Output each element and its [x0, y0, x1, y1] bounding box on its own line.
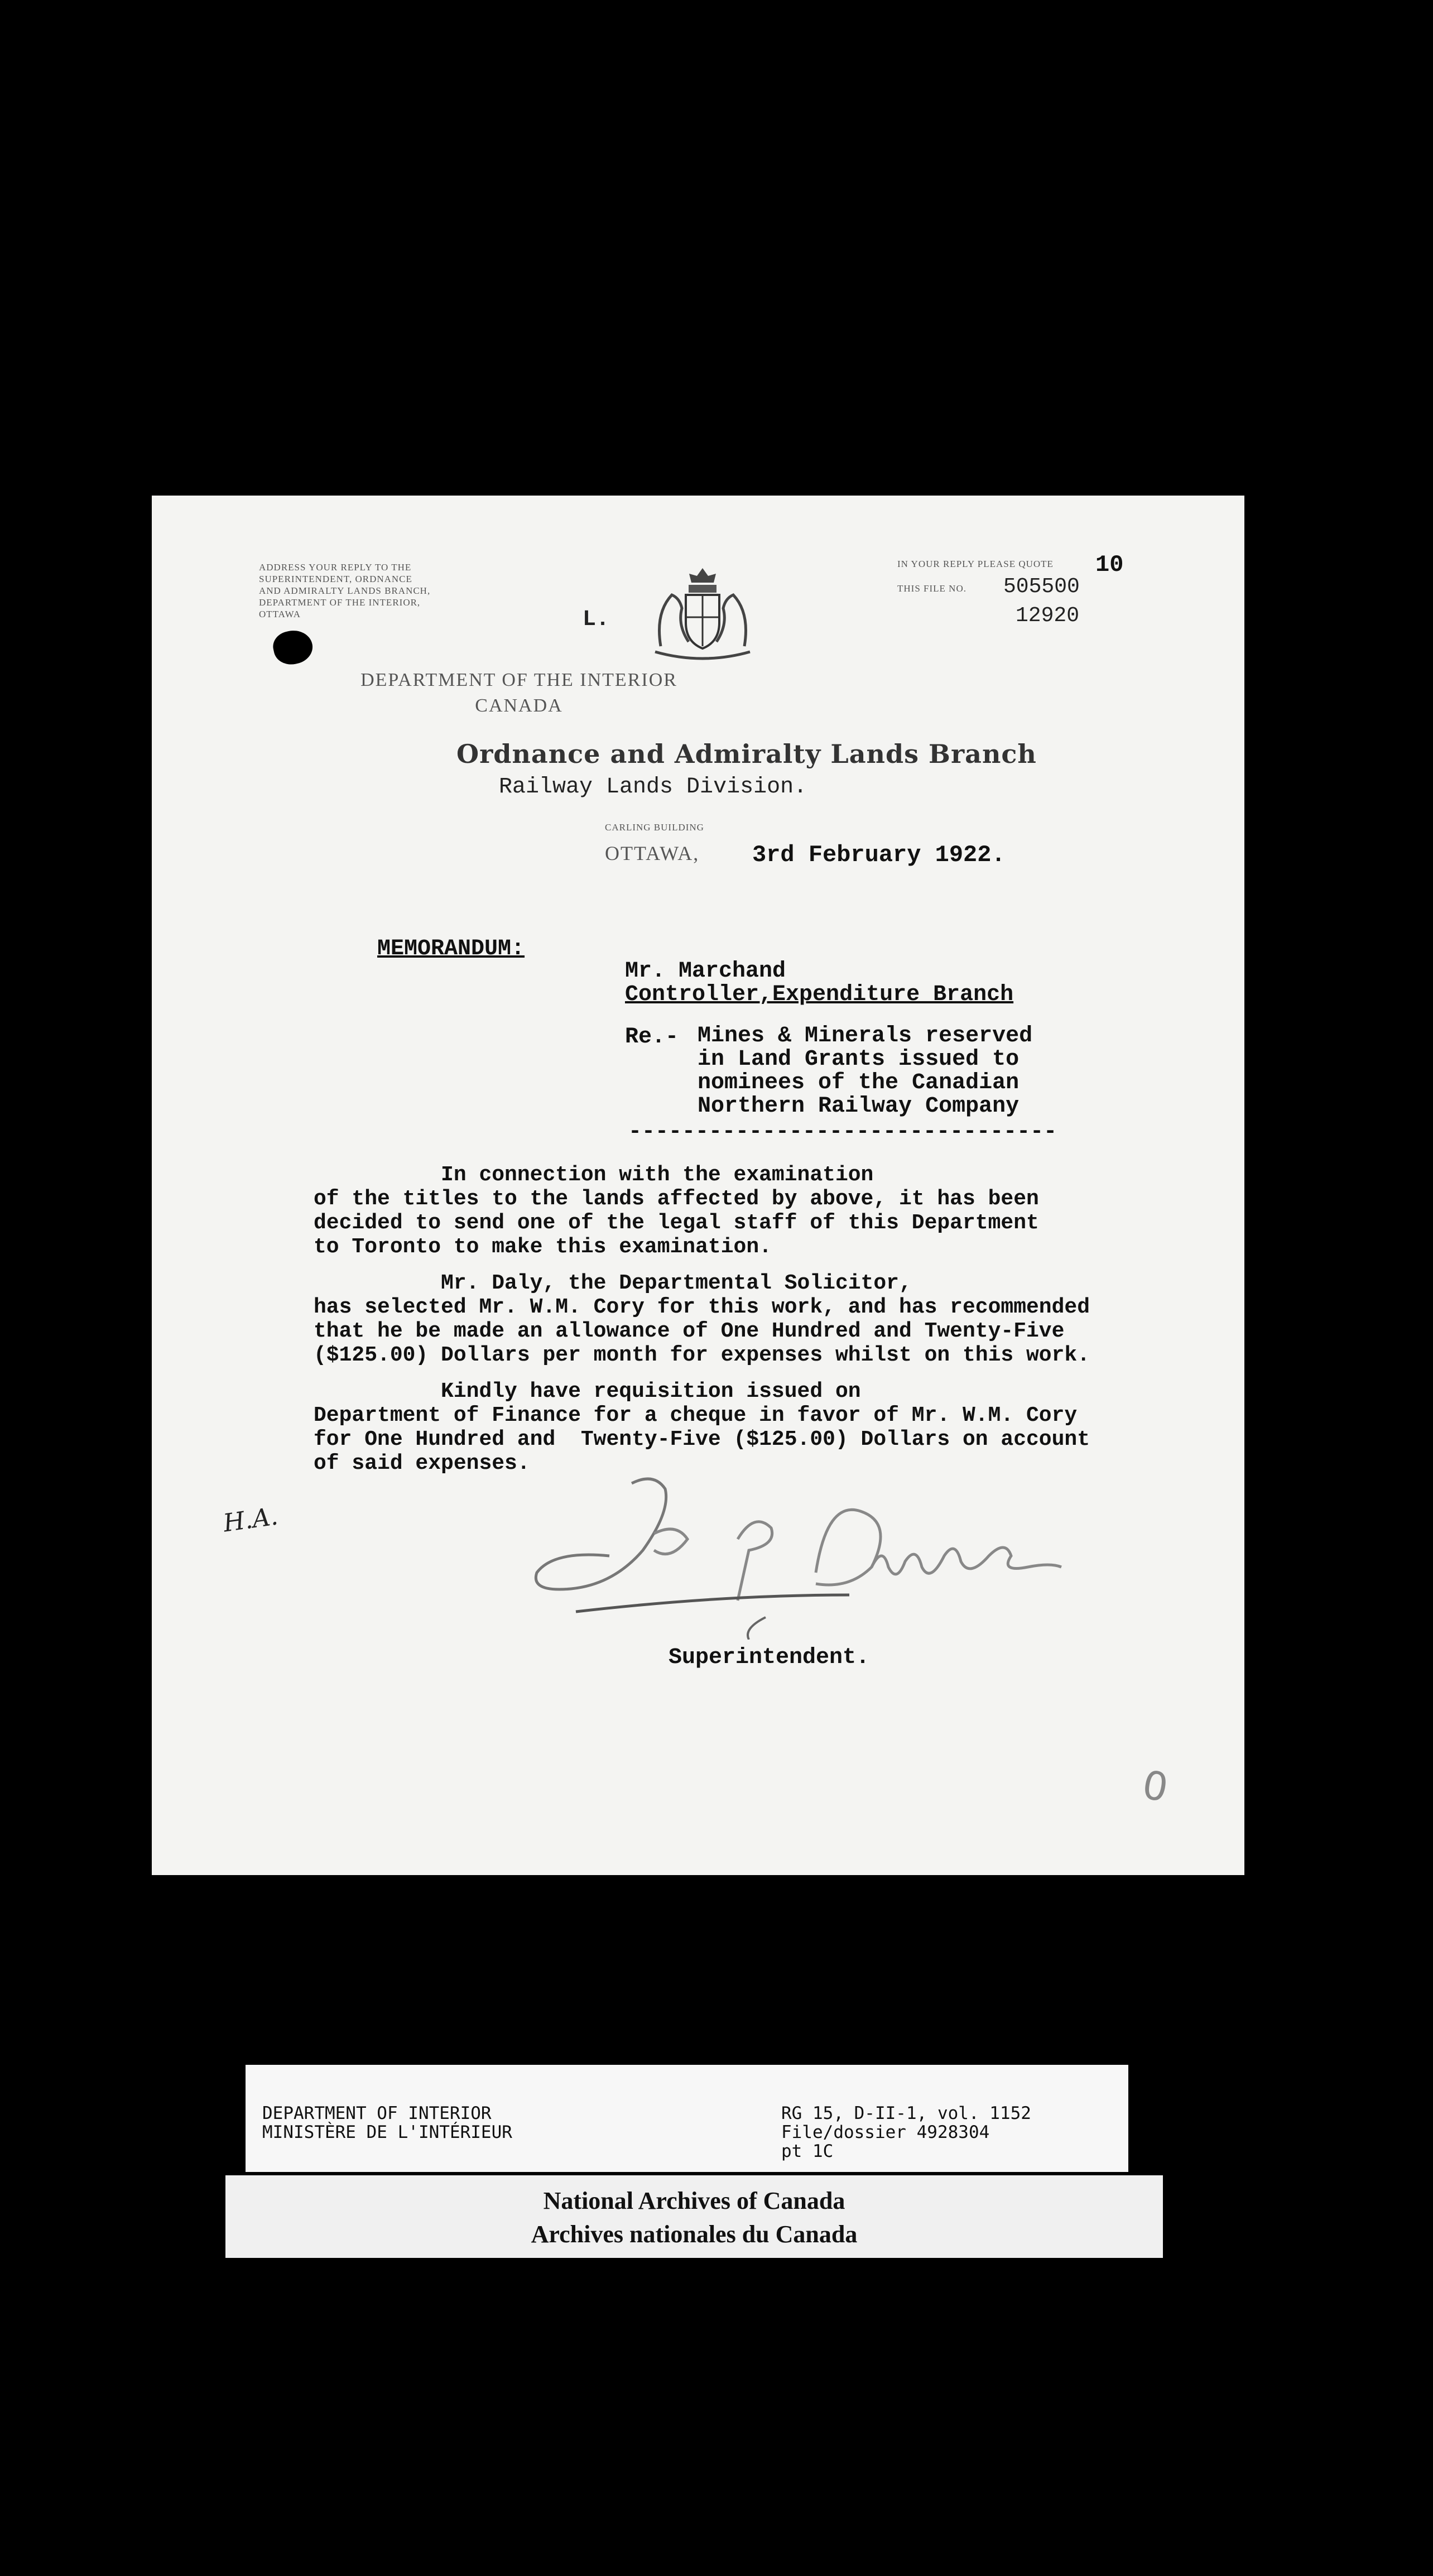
- subject-rule: --------------------------------: [628, 1119, 1057, 1145]
- body-line: of the titles to the lands affected by above, it has been: [314, 1187, 1039, 1211]
- building-name: CARLING BUILDING: [605, 822, 704, 833]
- body-line: ($125.00) Dollars per month for expenses whilst on this work.: [314, 1343, 1090, 1367]
- department-name: DEPARTMENT OF THE INTERIOR: [360, 670, 677, 690]
- reply-address-line: SUPERINTENDENT, ORDNANCE: [259, 574, 412, 584]
- label-line: MINISTÈRE DE L'INTÉRIEUR: [262, 2122, 512, 2142]
- body-line: decided to send one of the legal staff of this Department: [314, 1211, 1039, 1235]
- file-no-sub: 12920: [1016, 604, 1080, 628]
- archives-name-en: National Archives of Canada: [543, 2187, 845, 2214]
- archives-name-fr: Archives nationales du Canada: [531, 2221, 858, 2248]
- paragraph: [314, 1380, 1090, 1476]
- label-right: [781, 2104, 1031, 2161]
- body-line: has selected Mr. W.M. Cory for this work, and has recommended: [314, 1295, 1090, 1319]
- letterhead-initial: L.: [583, 607, 610, 632]
- body-line: Kindly have requisition issued on: [314, 1380, 861, 1404]
- document-page: [152, 496, 1244, 1875]
- signature-title: Superintendent.: [669, 1645, 870, 1670]
- reply-quote-label: IN YOUR REPLY PLEASE QUOTE: [897, 559, 1054, 569]
- archive-reference-label: [246, 2065, 1128, 2172]
- body-line: that he be made an allowance of One Hundred and Twenty-Five: [314, 1319, 1065, 1343]
- memo-heading: MEMORANDUM:: [377, 936, 525, 962]
- label-line: File/dossier 4928304: [781, 2122, 990, 2142]
- label-line: pt 1C: [781, 2141, 834, 2161]
- body-line: Department of Finance for a cheque in favor of Mr. W.M. Cory: [314, 1404, 1078, 1428]
- memo-body: [314, 1163, 1090, 1476]
- reply-quote-value: 10: [1095, 551, 1124, 578]
- body-line: to Toronto to make this examination.: [314, 1235, 772, 1259]
- body-line: Mr. Daly, the Departmental Solicitor,: [314, 1271, 912, 1295]
- reply-address-block: [259, 561, 504, 620]
- label-line: DEPARTMENT OF INTERIOR: [262, 2103, 492, 2123]
- signature-image: [526, 1467, 1106, 1640]
- body-line: of said expenses.: [314, 1452, 530, 1476]
- coat-of-arms-icon: [644, 563, 761, 663]
- reply-quote-block: [897, 551, 1210, 632]
- department-country: CANADA: [475, 695, 563, 716]
- paragraph: [314, 1271, 1090, 1367]
- punch-hole: [271, 627, 316, 667]
- re-line: Northern Railway Company: [698, 1094, 1020, 1119]
- re-line: in Land Grants issued to: [698, 1047, 1020, 1072]
- file-no-value: 505500: [1003, 575, 1080, 599]
- pencil-mark: 0: [1139, 1761, 1172, 1811]
- reply-address-line: AND ADMIRALTY LANDS BRANCH,: [259, 585, 431, 596]
- body-line: for One Hundred and Twenty-Five ($125.00) Dollars on account: [314, 1428, 1090, 1452]
- branch-name: Ordnance and Admiralty Lands Branch: [456, 739, 1037, 769]
- paragraph: [314, 1163, 1090, 1259]
- recipient-name: Mr. Marchand: [625, 959, 786, 984]
- recipient-title: Controller,Expenditure Branch: [625, 982, 1014, 1007]
- archives-banner: [225, 2175, 1163, 2258]
- label-line: RG 15, D-II-1, vol. 1152: [781, 2103, 1031, 2123]
- body-line: In connection with the examination: [314, 1163, 874, 1187]
- letter-date: 3rd February 1922.: [752, 842, 1006, 868]
- re-line: nominees of the Canadian: [698, 1070, 1020, 1095]
- reply-address-line: DEPARTMENT OF THE INTERIOR,: [259, 597, 421, 608]
- label-left: [262, 2104, 512, 2142]
- re-subject: [698, 1025, 1032, 1118]
- city: OTTAWA,: [605, 842, 700, 864]
- division-name: Railway Lands Division.: [499, 775, 807, 800]
- re-label: Re.-: [625, 1025, 679, 1050]
- re-line: Mines & Minerals reserved: [698, 1023, 1033, 1049]
- file-no-label: THIS FILE NO.: [897, 583, 966, 594]
- reply-address-line: ADDRESS YOUR REPLY TO THE: [259, 562, 412, 573]
- margin-initials: H.A.: [221, 1502, 280, 1538]
- reply-address-line: OTTAWA: [259, 609, 301, 619]
